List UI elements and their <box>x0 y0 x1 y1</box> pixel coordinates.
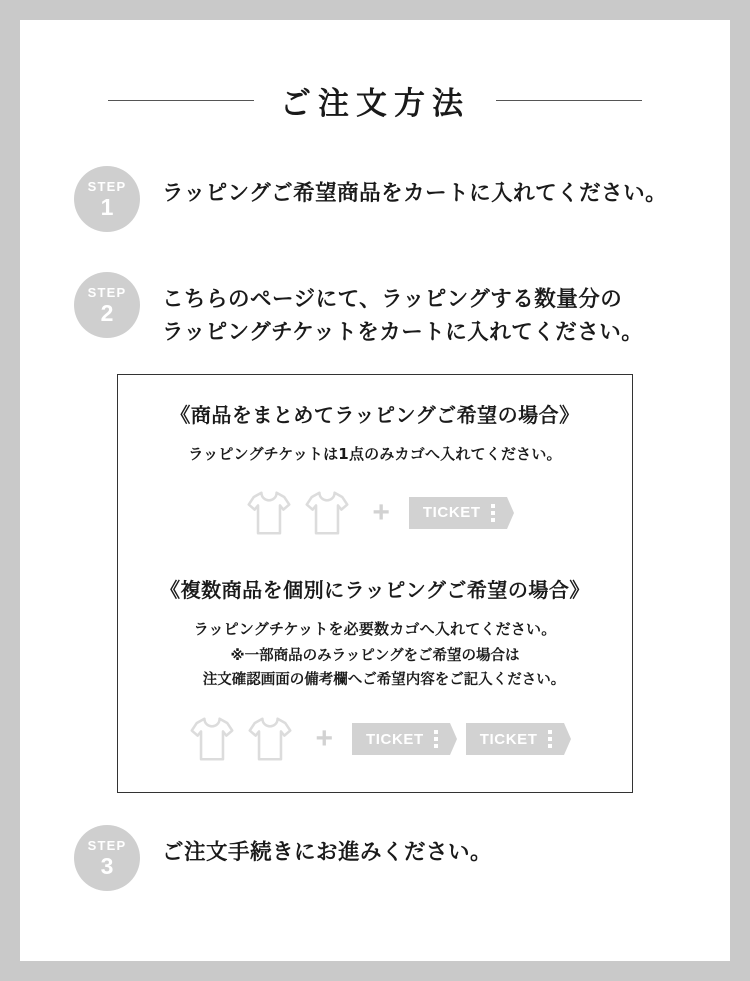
ticket-icon <box>352 723 450 755</box>
step-3-text <box>162 825 492 869</box>
tshirt-icon <box>185 712 239 766</box>
case-a-sub <box>128 442 622 466</box>
content-card <box>20 20 730 961</box>
tshirt-icon <box>300 486 354 540</box>
title-rule-right <box>496 100 642 101</box>
ticket-label: TICKET <box>422 504 481 522</box>
step-3 <box>20 825 730 891</box>
case-b-sub <box>128 617 622 641</box>
step-1 <box>20 166 730 232</box>
step-3-badge-label: STEP <box>87 837 127 853</box>
ticket-perforation <box>548 727 552 751</box>
tshirt-icon <box>243 712 297 766</box>
step-3-line-1: ご注文手続きにお進みください。 <box>162 840 493 866</box>
step-2 <box>20 272 730 350</box>
ticket-pair <box>349 723 567 755</box>
plus-icon: + <box>372 495 390 529</box>
tshirt-icon <box>242 486 296 540</box>
title-rule-left <box>108 100 254 101</box>
page-title-text: ご注文方法 <box>280 86 470 122</box>
ticket-label: TICKET <box>366 730 424 748</box>
step-1-badge-number: 1 <box>100 193 114 220</box>
case-b-sub-line-1: ラッピングチケットを必要数カゴへ入れてください。 <box>193 619 557 638</box>
case-a-icon-row <box>128 486 622 540</box>
step-2-line-2: ラッピングチケットをカートに入れてください。 <box>162 320 644 346</box>
step-1-text <box>162 166 667 210</box>
case-b-note-2: 注文確認画面の備考欄へご希望内容をご記入ください。 <box>202 671 566 688</box>
page-title <box>20 78 730 123</box>
case-b-heading: 《複数商品を個別にラッピングご希望の場合》 <box>160 577 590 602</box>
ticket-icon <box>466 723 564 755</box>
step-2-badge-number: 2 <box>100 299 114 326</box>
step-1-line-1: ラッピングご希望商品をカートに入れてください。 <box>162 181 668 206</box>
case-b-icon-row <box>128 712 622 766</box>
step-2-line-1: こちらのページにて、ラッピングする数量分の <box>162 287 623 312</box>
step-1-badge <box>74 166 140 232</box>
ticket-perforation <box>434 727 438 751</box>
wrapping-cases-box <box>117 374 633 794</box>
case-b-note-1: ※一部商品のみラッピングをご希望の場合は <box>230 647 520 664</box>
plus-icon: + <box>315 722 333 756</box>
step-3-badge-number: 3 <box>100 852 114 879</box>
step-1-badge-label: STEP <box>87 178 127 194</box>
step-2-badge-label: STEP <box>87 284 127 300</box>
case-b-notes <box>128 645 622 693</box>
ticket-perforation <box>491 501 495 525</box>
step-2-text <box>162 272 643 350</box>
ticket-icon <box>409 497 507 529</box>
case-a-heading: 《商品をまとめてラッピングご希望の場合》 <box>170 402 580 427</box>
case-divider-space <box>128 540 622 574</box>
step-2-badge <box>74 272 140 338</box>
step-3-badge <box>74 825 140 891</box>
case-a-sub-line-1: ラッピングチケットは1点のみカゴへ入れてください。 <box>188 444 562 463</box>
ticket-label: TICKET <box>479 730 538 748</box>
